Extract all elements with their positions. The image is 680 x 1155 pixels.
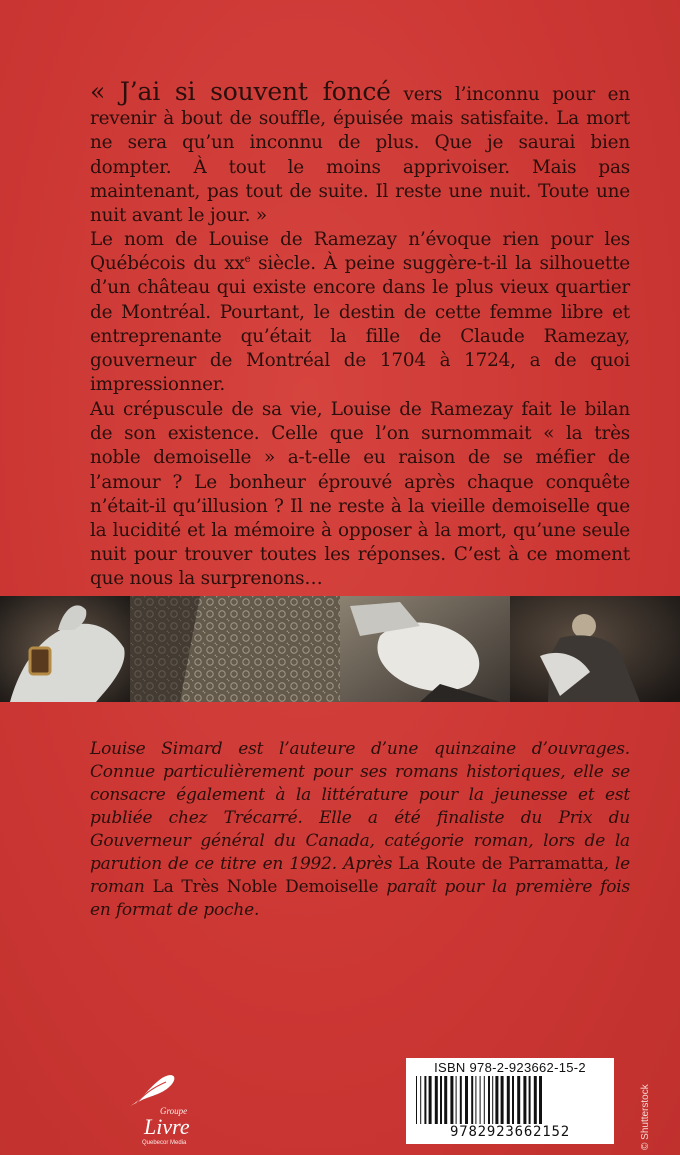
barcode-bar — [517, 1076, 520, 1124]
barcode-bar — [420, 1076, 421, 1124]
barcode-bar — [507, 1076, 510, 1124]
barcode-bar — [416, 1076, 417, 1124]
barcode-bar — [539, 1076, 542, 1124]
barcode-bar — [529, 1076, 531, 1124]
publisher-subtitle: Quebecor Media — [142, 1140, 187, 1146]
isbn-barcode — [406, 1058, 614, 1144]
barcode-bar — [456, 1076, 457, 1124]
quote-lead: « J’ai si souvent foncé — [90, 77, 391, 106]
barcode-bars — [406, 1076, 614, 1126]
author-biography — [90, 738, 630, 922]
century-superscript: e — [244, 254, 251, 266]
barcode-digits: 9782923662152 — [450, 1124, 570, 1140]
summary-paragraph-1 — [90, 228, 630, 397]
barcode-bar — [429, 1076, 432, 1124]
quote-rest: vers l’inconnu pour en revenir à bout de souffle, épuisée mais satisfaite. La mort ne sera qu’un inconnu de plus. Que je saurai bien dompter. À tout le moins apprivoiser. Mais pas maintenant, pas tout de suite. Il reste une nuit. Toute une nuit avant le jour. » — [90, 84, 630, 227]
barcode-bar — [488, 1076, 490, 1124]
bio-text-2: , le roman — [90, 854, 630, 897]
barcode-bar — [484, 1076, 485, 1124]
barcode-bar — [424, 1076, 426, 1124]
barcode-bar — [492, 1076, 493, 1124]
barcode-bar — [523, 1076, 526, 1124]
barcode-bar — [460, 1076, 462, 1124]
barcode-bar — [475, 1076, 476, 1124]
summary-1-text-b: siècle. À peine suggère-t-il la silhouette d’un château qui existe encore dans le plus vieux quartier de Montréal. Pourtant, le destin de cette femme libre et entreprenante qu’était la fille de Claude Ramezay, gouverneur de Montréal de 1704 à 1724, a de quoi impressionner. — [90, 253, 630, 396]
barcode-bar — [450, 1076, 453, 1124]
barcode-bar — [444, 1076, 447, 1124]
barcode-bar — [465, 1076, 468, 1124]
summary-paragraph-2: Au crépuscule de sa vie, Louise de Ramezay fait le bilan de son existence. Celle que l’on surnommait « la très noble demoiselle » a-t-elle eu raison de se méfier de l’amour ? Le bonheur éprouvé après chaque conquête n’était-il qu’illusion ? Il ne reste à la vieille demoiselle que la lucidité et la mémoire à opposer à la mort, qu’une seule nuit pour trouver toutes les réponses. C’est à ce moment que nous la surprenons… — [90, 399, 630, 590]
barcode-bar — [534, 1076, 537, 1124]
bio-title-2: La Très Noble Demoiselle — [152, 877, 379, 897]
isbn-number: ISBN 978-2-923662-15-2 — [434, 1060, 586, 1075]
publisher-group: Groupe — [160, 1106, 188, 1116]
photo-strip — [0, 596, 680, 702]
barcode-bar — [480, 1076, 481, 1124]
publisher-logo — [112, 1078, 190, 1148]
barcode-bar — [495, 1076, 498, 1124]
bio-title-1: La Route de Parramatta — [398, 854, 604, 874]
opening-quote — [90, 77, 630, 228]
photo-credit: © Shutterstock — [640, 1084, 651, 1150]
barcode-bar — [501, 1076, 504, 1124]
barcode-bar — [435, 1076, 438, 1124]
barcode-bar — [471, 1076, 473, 1124]
barcode-bar — [440, 1076, 442, 1124]
bio-text-1: Louise Simard est l’auteure d’une quinzaine d’ouvrages. Connue particulièrement pour ses romans historiques, elle se consacre également à la littérature pour la jeunesse et est publiée chez Trécarré. Elle a été finaliste du Prix du Gouverneur général du Canada, catégorie roman, lors de la parution de ce titre en 1992. Après — [90, 739, 630, 874]
photo-collage-illustration — [0, 596, 680, 702]
summary-1-text-a: Le nom de Louise de Ramezay n’évoque rien pour les Québécois du xx — [90, 229, 630, 275]
publisher-name: Livre — [144, 1114, 190, 1139]
barcode-bar — [512, 1076, 514, 1124]
bio-text-3: paraît pour la première fois en format de poche. — [90, 877, 631, 920]
leaf-icon — [122, 1070, 182, 1110]
